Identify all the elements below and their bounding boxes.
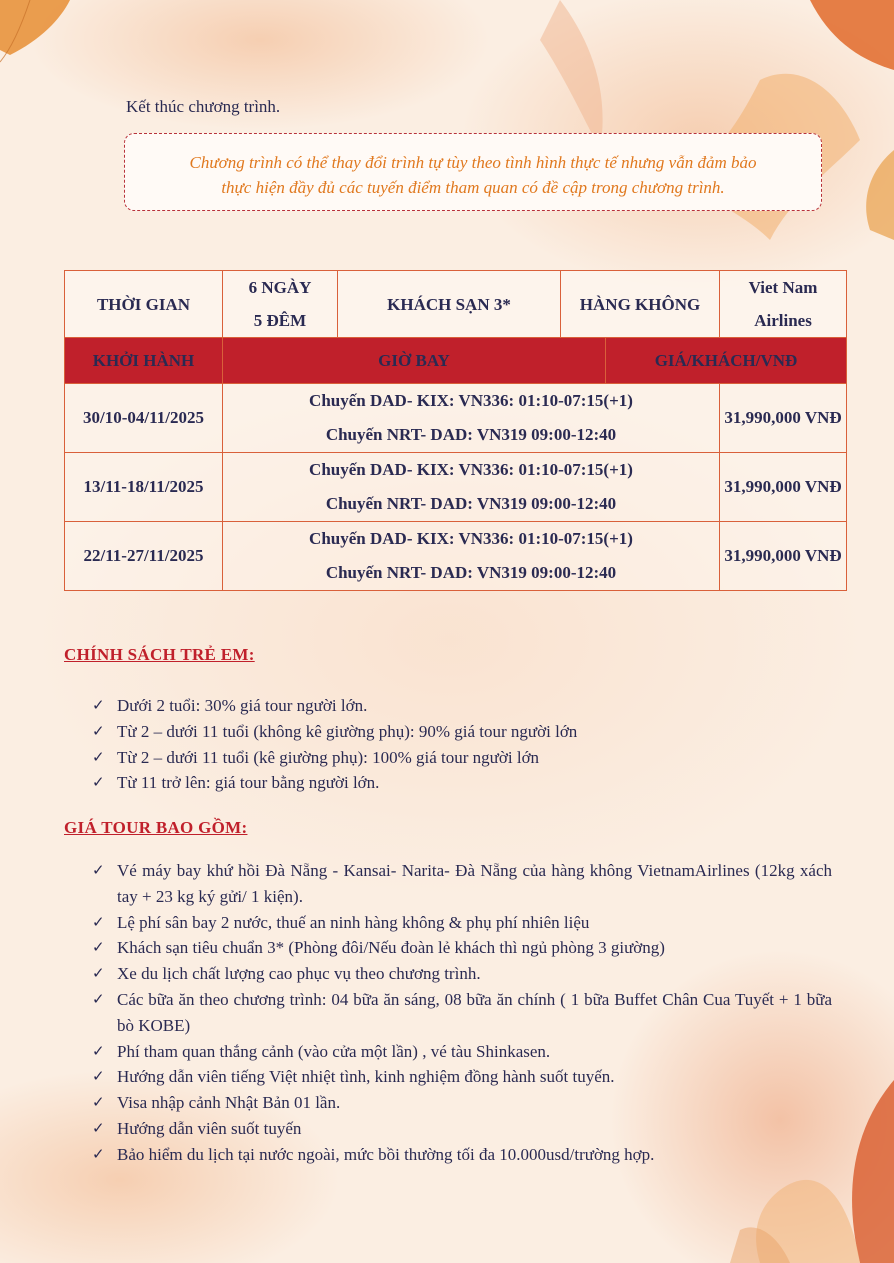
table-row <box>65 522 847 591</box>
check-icon: ✓ <box>92 964 105 983</box>
list-item: ✓ Các bữa ăn theo chương trình: 04 bữa ăn sáng, 08 bữa ăn chính ( 1 bữa Buffet Chân Cua Tuyết + 1 bữa bò KOBE) <box>92 987 832 1039</box>
check-icon: ✓ <box>92 773 105 792</box>
list-item: ✓ Từ 2 – dưới 11 tuổi (kê giường phụ): 100% giá tour người lớn <box>92 745 832 771</box>
list-item: ✓ Bảo hiểm du lịch tại nước ngoài, mức bồi thường tối đa 10.000usd/trường hợp. <box>92 1142 832 1168</box>
list-item: ✓ Visa nhập cảnh Nhật Bản 01 lần. <box>92 1090 832 1116</box>
check-icon: ✓ <box>92 1041 105 1060</box>
list-item: ✓ Khách sạn tiêu chuẩn 3* (Phòng đôi/Nếu đoàn lẻ khách thì ngủ phòng 3 giường) <box>92 935 832 961</box>
table-row <box>65 384 847 453</box>
check-icon: ✓ <box>92 989 105 1008</box>
list-item: ✓ Hướng dẫn viên tiếng Việt nhiệt tình, kinh nghiệm đồng hành suốt tuyến. <box>92 1064 832 1090</box>
table-row <box>65 453 847 522</box>
inbound-flight: Chuyến NRT- DAD: VN319 09:00-12:40 <box>325 563 617 582</box>
list-item: ✓ Từ 11 trở lên: giá tour bằng người lớn. <box>92 770 832 796</box>
intro-text: Kết thúc chương trình. <box>126 97 281 116</box>
child-policy-list <box>92 693 832 796</box>
inbound-flight: Chuyến NRT- DAD: VN319 09:00-12:40 <box>325 494 617 513</box>
tour-includes-list <box>92 858 832 1168</box>
note-line-1: Chương trình có thể thay đổi trình tự tùy theo tình hình thực tế nhưng vẫn đảm bảo <box>189 153 757 172</box>
price: 31,990,000 VNĐ <box>720 522 847 591</box>
price: 31,990,000 VNĐ <box>720 453 847 522</box>
departure-date: 22/11-27/11/2025 <box>65 522 223 591</box>
flight-times <box>223 453 720 522</box>
table-column-header-row <box>65 338 847 384</box>
departure-date: 13/11-18/11/2025 <box>65 453 223 522</box>
outbound-flight: Chuyến DAD- KIX: VN336: 01:10-07:15(+1) <box>309 391 633 410</box>
check-icon: ✓ <box>92 1093 105 1112</box>
flight-times <box>223 522 720 591</box>
tour-schedule-table <box>64 270 847 591</box>
check-icon: ✓ <box>92 912 105 931</box>
check-icon: ✓ <box>92 861 105 879</box>
check-icon: ✓ <box>92 696 105 714</box>
check-icon: ✓ <box>92 1144 105 1163</box>
duration-nights: 5 ĐÊM <box>253 311 307 330</box>
airline-name-cell <box>720 271 847 338</box>
check-icon: ✓ <box>92 747 105 766</box>
column-header-flight-time: GIỜ BAY <box>223 338 606 384</box>
check-icon: ✓ <box>92 1118 105 1137</box>
check-icon: ✓ <box>92 1067 105 1086</box>
column-header-departure: KHỞI HÀNH <box>65 338 223 384</box>
column-header-price: GIÁ/KHÁCH/VNĐ <box>606 338 847 384</box>
list-item: ✓ Vé máy bay khứ hồi Đà Nẵng - Kansai- Narita- Đà Nẵng của hàng không VietnamAirlines (12kg xách tay + 23 kg ký gửi/ 1 kiện). <box>92 858 832 910</box>
flight-times <box>223 384 720 453</box>
list-item: ✓ Hướng dẫn viên suốt tuyến <box>92 1116 832 1142</box>
departure-date: 30/10-04/11/2025 <box>65 384 223 453</box>
list-item: ✓ Từ 2 – dưới 11 tuổi (không kê giường phụ): 90% giá tour người lớn <box>92 719 832 745</box>
airline-name-line-1: Viet Nam <box>748 278 818 297</box>
price: 31,990,000 VNĐ <box>720 384 847 453</box>
list-item: ✓ Lệ phí sân bay 2 nước, thuế an ninh hàng không & phụ phí nhiên liệu <box>92 910 832 936</box>
time-label: THỜI GIAN <box>65 271 223 338</box>
check-icon: ✓ <box>92 721 105 740</box>
list-item: ✓ Xe du lịch chất lượng cao phục vụ theo chương trình. <box>92 961 832 987</box>
outbound-flight: Chuyến DAD- KIX: VN336: 01:10-07:15(+1) <box>309 460 633 479</box>
note-line-2: thực hiện đầy đủ các tuyến điểm tham quan có đề cập trong chương trình. <box>221 178 725 197</box>
list-item: ✓ Dưới 2 tuổi: 30% giá tour người lớn. <box>92 693 832 719</box>
child-policy-title: CHÍNH SÁCH TRẺ EM: <box>64 645 255 664</box>
airline-label: HÀNG KHÔNG <box>561 271 720 338</box>
hotel-label: KHÁCH SẠN 3* <box>338 271 561 338</box>
itinerary-change-note <box>124 133 822 211</box>
check-icon: ✓ <box>92 938 105 957</box>
duration-cell <box>223 271 338 338</box>
inbound-flight: Chuyến NRT- DAD: VN319 09:00-12:40 <box>325 425 617 444</box>
airline-name-line-2: Airlines <box>754 311 812 330</box>
duration-days: 6 NGÀY <box>248 278 312 297</box>
list-item: ✓ Phí tham quan thắng cảnh (vào cửa một lần) , vé tàu Shinkasen. <box>92 1039 832 1065</box>
table-header-row <box>65 271 847 338</box>
outbound-flight: Chuyến DAD- KIX: VN336: 01:10-07:15(+1) <box>309 529 633 548</box>
tour-includes-title: GIÁ TOUR BAO GỒM: <box>64 818 248 837</box>
